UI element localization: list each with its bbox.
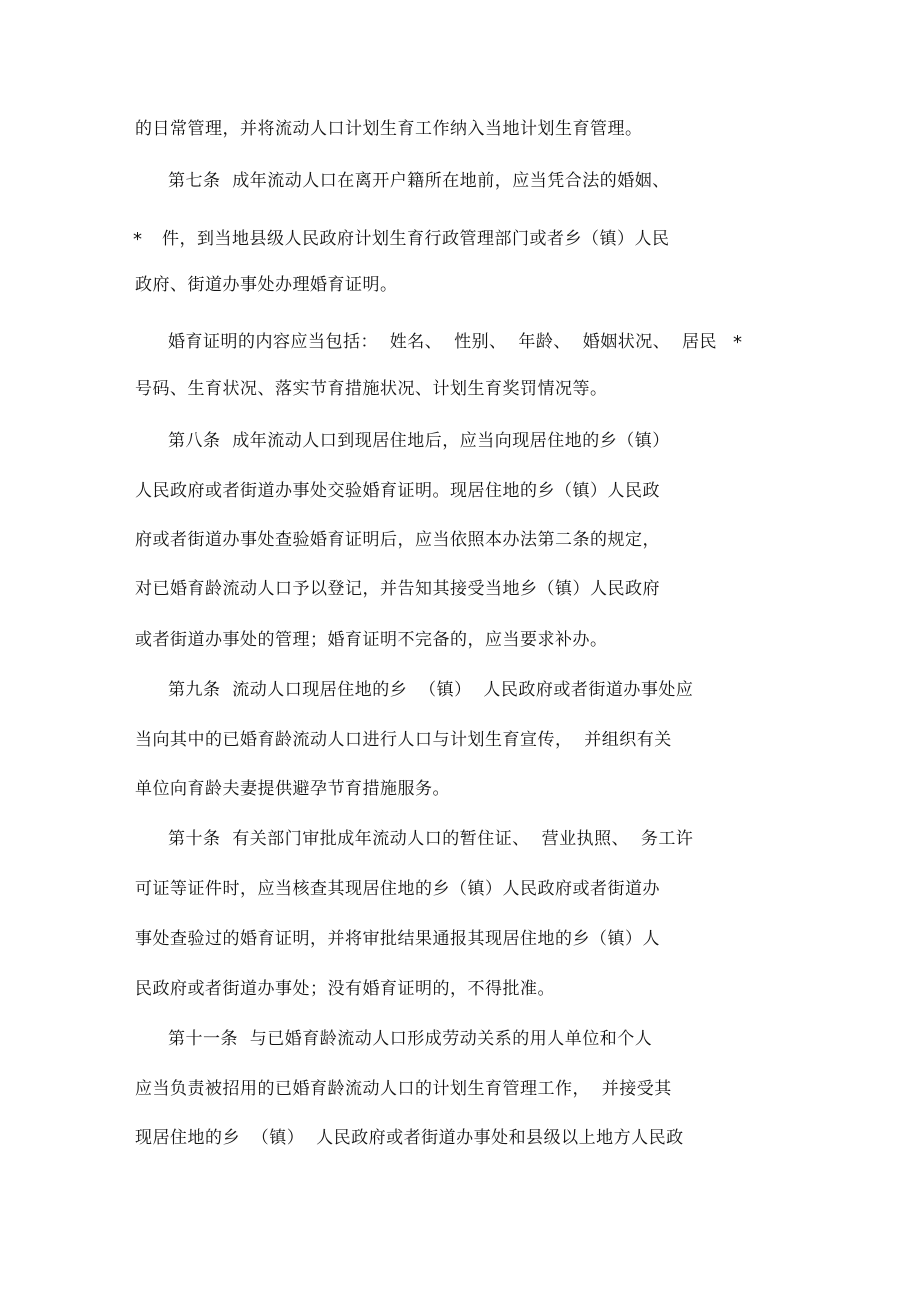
text-line-16: 可证等证件时，应当核查其现居住地的乡（镇）人民政府或者街道办 <box>135 879 660 899</box>
text-line-7: 第八条 成年流动人口到现居住地后，应当向现居住地的乡（镇） <box>168 431 670 451</box>
text-line-15: 第十条 有关部门审批成年流动人口的暂住证、 营业执照、 务工许 <box>168 829 694 849</box>
artifact-asterisk-left: * <box>133 229 143 250</box>
text-line-5: 婚育证明的内容应当包括： 姓名、 性别、 年龄、 婚姻状况、 居民 <box>168 332 718 352</box>
text-line-18: 民政府或者街道办事处；没有婚育证明的，不得批准。 <box>135 979 555 999</box>
text-line-10: 对已婚育龄流动人口予以登记，并告知其接受当地乡（镇）人民政府 <box>135 579 660 599</box>
text-line-17: 事处查验过的婚育证明，并将审批结果通报其现居住地的乡（镇）人 <box>135 929 660 949</box>
artifact-asterisk-right: * <box>733 332 743 353</box>
text-line-6: 号码、生育状况、落实节育措施状况、计划生育奖罚情况等。 <box>135 379 608 399</box>
text-line-1: 的日常管理，并将流动人口计划生育工作纳入当地计划生育管理。 <box>135 119 643 139</box>
text-line-20: 应当负责被招用的已婚育龄流动人口的计划生育管理工作， 并接受其 <box>135 1079 672 1099</box>
text-line-19: 第十一条 与已婚育龄流动人口形成劳动关系的用人单位和个人 <box>168 1029 653 1049</box>
text-line-11: 或者街道办事处的管理；婚育证明不完备的，应当要求补办。 <box>135 630 608 650</box>
text-line-2: 第七条 成年流动人口在离开户籍所在地前，应当凭合法的婚姻、 <box>168 171 670 191</box>
text-line-9: 府或者街道办事处查验婚育证明后，应当依照本办法第二条的规定， <box>135 530 660 550</box>
text-line-13: 当向其中的已婚育龄流动人口进行人口与计划生育宣传， 并组织有关 <box>135 730 672 750</box>
text-line-12: 第九条 流动人口现居住地的乡 （镇） 人民政府或者街道办事处应 <box>168 680 694 700</box>
text-line-21: 现居住地的乡 （镇） 人民政府或者街道办事处和县级以上地方人民政 <box>135 1128 684 1148</box>
text-line-4: 政府、街道办事处办理婚育证明。 <box>135 275 398 295</box>
text-line-3: 件，到当地县级人民政府计划生育行政管理部门或者乡（镇）人民 <box>162 229 670 249</box>
text-line-8: 人民政府或者街道办事处交验婚育证明。现居住地的乡（镇）人民政 <box>135 481 660 501</box>
text-line-14: 单位向育龄夫妻提供避孕节育措施服务。 <box>135 779 450 799</box>
